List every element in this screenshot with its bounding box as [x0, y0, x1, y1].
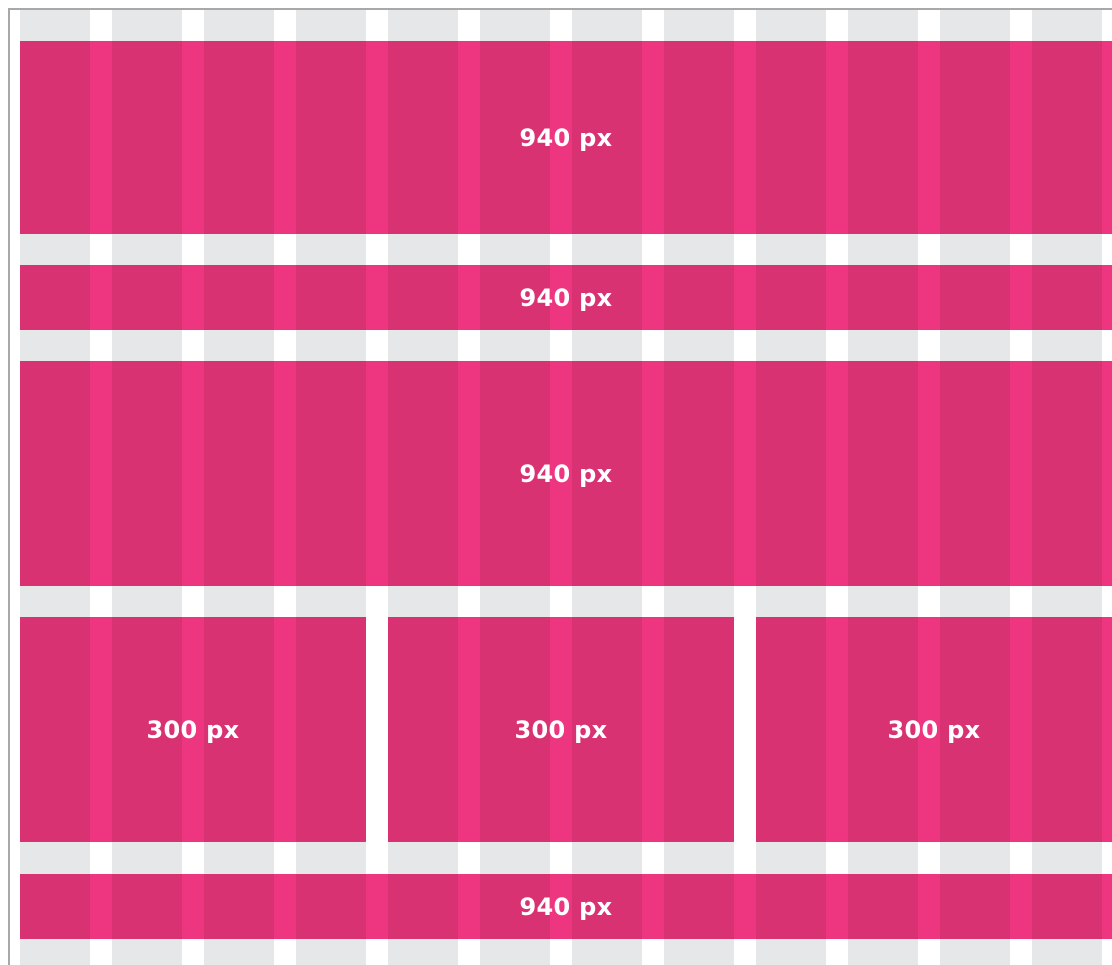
grid-block-940 [20, 361, 1112, 586]
column-gutter [550, 586, 572, 617]
column-gutter [1102, 10, 1112, 41]
column-gutter [1010, 10, 1032, 41]
column-gutter [1010, 330, 1032, 361]
gutter-band [20, 939, 1112, 965]
column-gutter [1102, 234, 1112, 265]
block-width-label: 940 px [519, 459, 613, 488]
grid-block-300 [388, 617, 734, 842]
column-gutter [182, 842, 204, 874]
column-gutter [182, 939, 204, 965]
column-gutter [182, 330, 204, 361]
column-gutter [734, 234, 756, 265]
column-gutter [550, 10, 572, 41]
column-gutter [826, 10, 848, 41]
column-gutter [1010, 234, 1032, 265]
column-gutter [90, 234, 112, 265]
grid-block-300 [756, 617, 1112, 842]
column-gutter [90, 842, 112, 874]
column-gutter [826, 586, 848, 617]
column-gutter [90, 330, 112, 361]
column-gutter [366, 939, 388, 965]
column-gutter [918, 330, 940, 361]
column-gutter [458, 234, 480, 265]
block-width-label: 300 px [514, 715, 608, 744]
gutter-band [20, 10, 1112, 41]
grid-block-940 [20, 41, 1112, 234]
grid-block-940 [20, 874, 1112, 939]
block-width-label: 940 px [519, 123, 613, 152]
column-gutter [90, 10, 112, 41]
column-gutter [366, 10, 388, 41]
column-gutter [274, 842, 296, 874]
gutter-band [20, 842, 1112, 874]
gutter-band [20, 234, 1112, 265]
column-gutter [918, 10, 940, 41]
column-gutter [734, 330, 756, 361]
column-gutter [1010, 586, 1032, 617]
column-gutter [274, 939, 296, 965]
block-width-label: 940 px [519, 283, 613, 312]
column-gutter [734, 842, 756, 874]
column-gutter [182, 586, 204, 617]
column-gutter [1102, 330, 1112, 361]
column-gutter [182, 234, 204, 265]
column-gutter [366, 330, 388, 361]
column-gutter [642, 10, 664, 41]
column-gutter [274, 10, 296, 41]
column-gutter [1102, 842, 1112, 874]
column-gutter [826, 939, 848, 965]
block-width-label: 300 px [887, 715, 981, 744]
frame-top-border [8, 8, 1112, 10]
column-gutter [734, 939, 756, 965]
column-gutter [182, 10, 204, 41]
column-gutter [1010, 939, 1032, 965]
column-gutter [274, 234, 296, 265]
column-gutter [1102, 939, 1112, 965]
column-gutter [918, 939, 940, 965]
column-gutter [642, 586, 664, 617]
column-gutter [918, 842, 940, 874]
column-gutter [458, 586, 480, 617]
gutter-band [20, 330, 1112, 361]
column-gutter [550, 842, 572, 874]
column-gutter [366, 842, 388, 874]
column-gutter [550, 939, 572, 965]
column-gutter [458, 842, 480, 874]
gutter-band [20, 586, 1112, 617]
column-gutter [918, 234, 940, 265]
column-gutter [734, 10, 756, 41]
column-gutter [550, 330, 572, 361]
column-gutter [642, 842, 664, 874]
column-gutter [274, 586, 296, 617]
column-gutter [1010, 842, 1032, 874]
block-width-label: 300 px [146, 715, 240, 744]
frame-left-border [8, 8, 10, 965]
column-gutter [642, 939, 664, 965]
grid-block-940 [20, 265, 1112, 330]
column-gutter [826, 330, 848, 361]
column-gutter [458, 939, 480, 965]
column-gutter [642, 234, 664, 265]
column-gutter [1102, 586, 1112, 617]
block-width-label: 940 px [519, 892, 613, 921]
column-gutter [734, 586, 756, 617]
column-gutter [458, 10, 480, 41]
column-gutter [918, 586, 940, 617]
column-gutter [90, 939, 112, 965]
column-gutter [274, 330, 296, 361]
column-gutter [642, 330, 664, 361]
column-gutter [366, 234, 388, 265]
grid-block-300 [20, 617, 366, 842]
column-gutter [366, 586, 388, 617]
column-gutter [826, 842, 848, 874]
column-gutter [90, 586, 112, 617]
column-gutter [826, 234, 848, 265]
column-gutter [550, 234, 572, 265]
column-gutter [458, 330, 480, 361]
